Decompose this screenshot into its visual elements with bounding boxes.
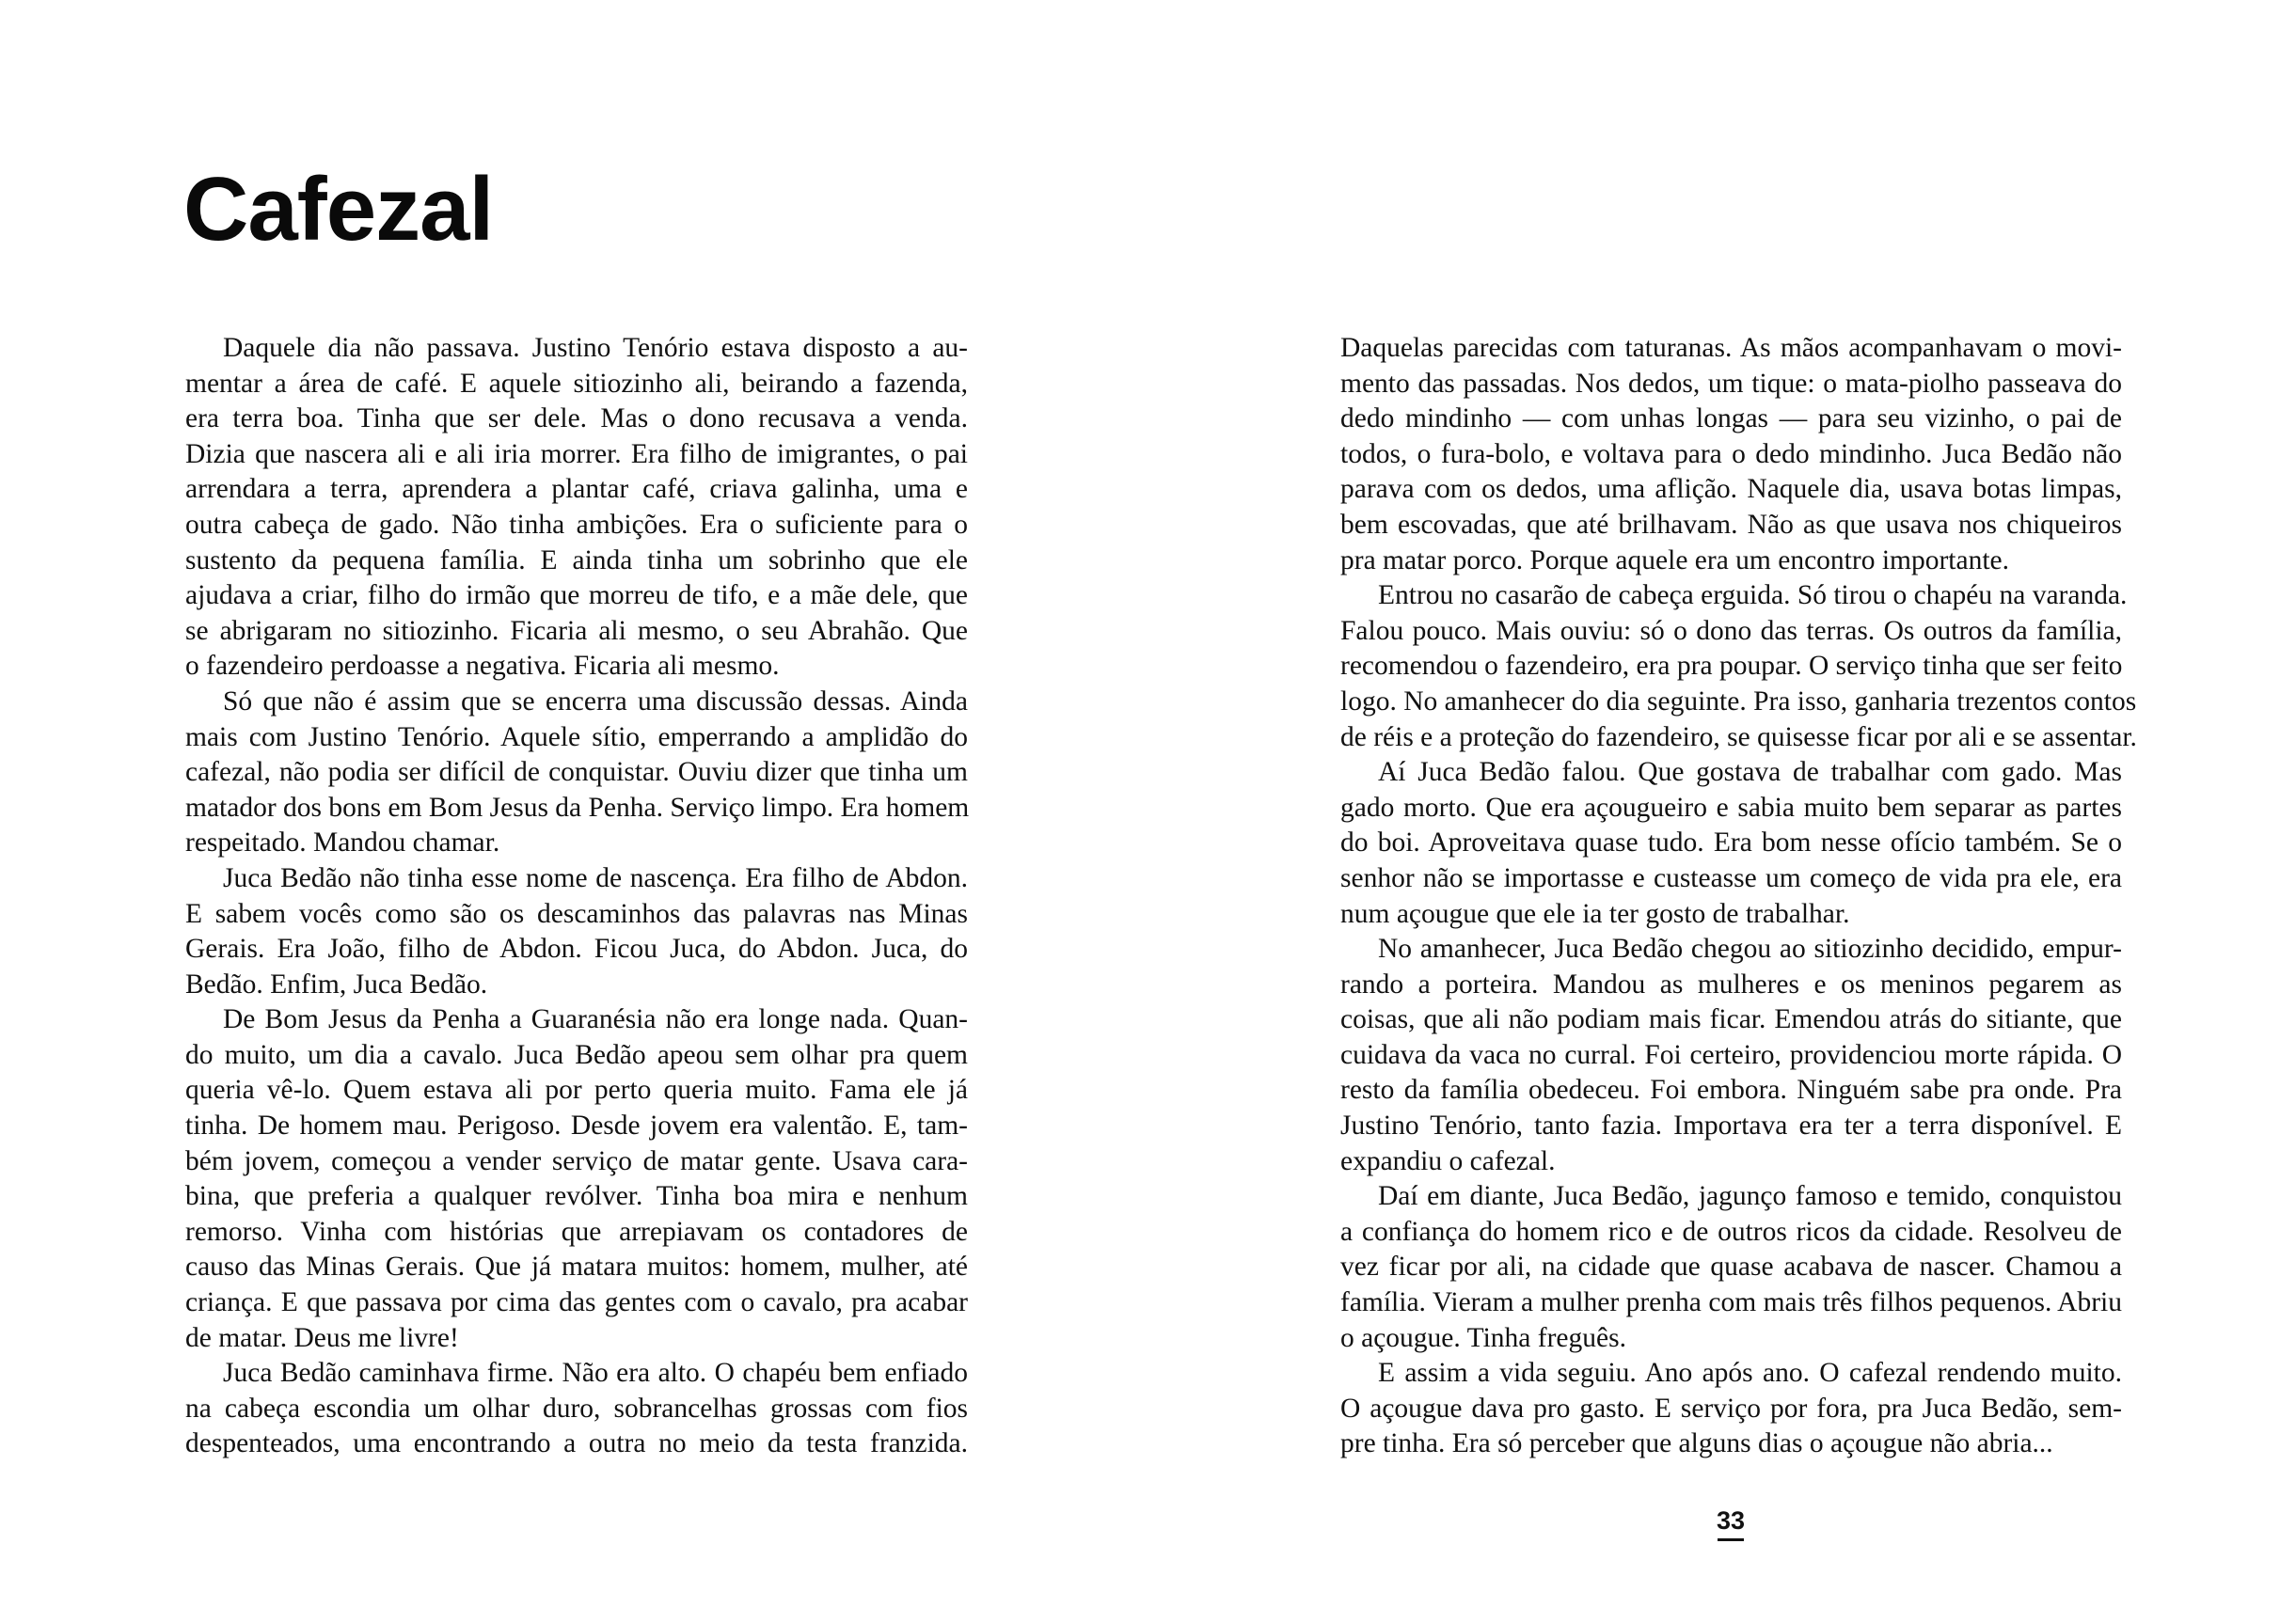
- paragraph: [185, 1356, 968, 1462]
- paragraph: [1340, 578, 2137, 755]
- text-line: Daquele dia não passava. Justino Tenório estava disposto a au-: [223, 333, 968, 363]
- text-line: pre tinha. Era só perceber que alguns dias o açougue não abria...: [1340, 1428, 2053, 1459]
- text-line: bém jovem, começou a vender serviço de matar gente. Usava cara-: [185, 1145, 968, 1176]
- text-line: De Bom Jesus da Penha a Guaranésia não era longe nada. Quan-: [223, 1004, 968, 1035]
- text-line: despenteados, uma encontrando a outra no meio da testa franzida.: [185, 1428, 968, 1459]
- text-line: rando a porteira. Mandou as mulheres e os meninos pegarem as: [1340, 969, 2122, 1000]
- text-line: logo. No amanhecer do dia seguinte. Pra isso, ganharia trezentos contos: [1340, 685, 2137, 717]
- paragraph: [1340, 755, 2122, 932]
- text-line: Juca Bedão caminhava firme. Não era alto. O chapéu bem enfiado: [223, 1358, 968, 1389]
- text-line: matador dos bons em Bom Jesus da Penha. Serviço limpo. Era homem: [185, 792, 970, 823]
- paragraph: [1340, 932, 2122, 1179]
- text-line: mentar a área de café. E aquele sitiozinho ali, beirando a fazenda,: [185, 368, 968, 399]
- paragraph: [1340, 1179, 2122, 1356]
- text-line: recomendou o fazendeiro, era pra poupar. O serviço tinha que ser feito: [1340, 651, 2123, 682]
- text-line: Só que não é assim que se encerra uma discussão dessas. Ainda: [223, 685, 968, 717]
- text-line: Entrou no casarão de cabeça erguida. Só tirou o chapéu na varanda.: [1378, 580, 2128, 611]
- text-line: queria vê-lo. Quem estava ali por perto queria muito. Fama ele já: [185, 1075, 968, 1106]
- text-line: E sabem vocês como são os descaminhos das palavras nas Minas: [185, 898, 968, 929]
- text-line: tinha. De homem mau. Perigoso. Desde jovem era valentão. E, tam-: [185, 1111, 968, 1142]
- text-line: a confiança do homem rico e de outros ricos da cidade. Resolveu de: [1340, 1216, 2122, 1247]
- text-line: bina, que preferia a qualquer revólver. Tinha boa mira e nenhum: [185, 1181, 968, 1212]
- text-line: remorso. Vinha com histórias que arrepiavam os contadores de: [185, 1216, 968, 1247]
- text-line: pra matar porco. Porque aquele era um encontro importante.: [1340, 544, 2009, 575]
- text-line: sustento da pequena família. E ainda tinha um sobrinho que ele: [185, 544, 968, 575]
- text-line: resto da família obedeceu. Foi embora. Ninguém sabe pra onde. Pra: [1340, 1075, 2122, 1106]
- paragraph: [1340, 331, 2122, 578]
- text-line: Daí em diante, Juca Bedão, jagunço famoso e temido, conquistou: [1378, 1181, 2122, 1212]
- text-line: causo das Minas Gerais. Que já matara muitos: homem, mulher, até: [185, 1252, 968, 1283]
- text-line: num açougue que ele ia ter gosto de trabalhar.: [1340, 898, 1850, 929]
- text-line: cafezal, não podia ser difícil de conquistar. Ouviu dizer que tinha um: [185, 757, 968, 788]
- paragraph: [185, 1002, 968, 1356]
- text-line: expandiu o cafezal.: [1340, 1145, 1556, 1176]
- text-line: gado morto. Que era açougueiro e sabia muito bem separar as partes: [1340, 792, 2122, 823]
- text-line: respeitado. Mandou chamar.: [185, 827, 500, 859]
- text-line: do muito, um dia a cavalo. Juca Bedão apeou sem olhar pra quem: [185, 1039, 968, 1070]
- text-line: Justino Tenório, tanto fazia. Importava era ter a terra disponível. E: [1340, 1111, 2122, 1142]
- text-line: O açougue dava pro gasto. E serviço por fora, pra Juca Bedão, sem-: [1340, 1393, 2122, 1424]
- chapter-title: Cafezal: [183, 159, 494, 260]
- text-line: o fazendeiro perdoasse a negativa. Ficaria ali mesmo.: [185, 651, 780, 682]
- text-line: se abrigaram no sitiozinho. Ficaria ali mesmo, o seu Abrahão. Que: [185, 615, 968, 646]
- text-line: Gerais. Era João, filho de Abdon. Ficou Juca, do Abdon. Juca, do: [185, 934, 968, 965]
- text-line: Dizia que nascera ali e ali iria morrer. Era filho de imigrantes, o pai: [185, 438, 968, 469]
- text-line: criança. E que passava por cima das gentes com o cavalo, pra acabar: [185, 1287, 968, 1318]
- text-line: do boi. Aproveitava quase tudo. Era bom nesse ofício também. Se o: [1340, 827, 2122, 859]
- text-line: Bedão. Enfim, Juca Bedão.: [185, 969, 488, 1000]
- text-line: o açougue. Tinha freguês.: [1340, 1322, 1626, 1353]
- text-line: vez ficar por ali, na cidade que quase acabava de nascer. Chamou a: [1340, 1252, 2122, 1283]
- text-line: Falou pouco. Mais ouviu: só o dono das terras. Os outros da família,: [1340, 615, 2122, 646]
- text-line: senhor não se importasse e custeasse um começo de vida pra ele, era: [1340, 862, 2122, 893]
- text-line: coisas, que ali não podiam mais ficar. Emendou atrás do sitiante, que: [1340, 1004, 2122, 1035]
- left-page-column: [185, 331, 968, 1462]
- text-line: Daquelas parecidas com taturanas. As mãos acompanhavam o movi-: [1340, 333, 2122, 363]
- text-line: dedo mindinho — com unhas longas — para seu vizinho, o pai de: [1340, 403, 2122, 434]
- paragraph: [185, 685, 968, 861]
- text-line: mento das passadas. Nos dedos, um tique: o mata-piolho passeava do: [1340, 368, 2122, 399]
- text-line: ajudava a criar, filho do irmão que morreu de tifo, e a mãe dele, que: [185, 580, 968, 611]
- page-number: 33: [1716, 1506, 1746, 1535]
- page-number-underline: [1718, 1538, 1744, 1541]
- text-line: cuidava da vaca no curral. Foi certeiro, providenciou morte rápida. O: [1340, 1039, 2122, 1070]
- text-line: outra cabeça de gado. Não tinha ambições. Era o suficiente para o: [185, 509, 968, 540]
- text-line: Juca Bedão não tinha esse nome de nascença. Era filho de Abdon.: [223, 862, 968, 893]
- text-line: na cabeça escondia um olhar duro, sobrancelhas grossas com fios: [185, 1393, 968, 1424]
- paragraph: [185, 331, 968, 685]
- text-line: de réis e a proteção do fazendeiro, se quisesse ficar por ali e se assentar.: [1340, 721, 2137, 752]
- text-line: família. Vieram a mulher prenha com mais três filhos pequenos. Abriu: [1340, 1287, 2122, 1318]
- paragraph: [185, 861, 968, 1002]
- text-line: No amanhecer, Juca Bedão chegou ao sitiozinho decidido, empur-: [1378, 934, 2122, 965]
- text-line: todos, o fura-bolo, e voltava para o dedo mindinho. Juca Bedão não: [1340, 438, 2122, 469]
- right-page-column: [1340, 331, 2137, 1462]
- text-line: arrendara a terra, aprendera a plantar café, criava galinha, uma e: [185, 474, 968, 505]
- text-line: mais com Justino Tenório. Aquele sítio, emperrando a amplidão do: [185, 721, 968, 752]
- text-line: de matar. Deus me livre!: [185, 1322, 459, 1353]
- text-line: Aí Juca Bedão falou. Que gostava de trabalhar com gado. Mas: [1378, 757, 2122, 788]
- text-line: era terra boa. Tinha que ser dele. Mas o dono recusava a venda.: [185, 403, 968, 434]
- paragraph: [1340, 1356, 2122, 1462]
- text-line: parava com os dedos, uma aflição. Naquele dia, usava botas limpas,: [1340, 474, 2122, 505]
- text-line: bem escovadas, que até brilhavam. Não as que usava nos chiqueiros: [1340, 509, 2122, 540]
- text-line: E assim a vida seguiu. Ano após ano. O cafezal rendendo muito.: [1378, 1358, 2122, 1389]
